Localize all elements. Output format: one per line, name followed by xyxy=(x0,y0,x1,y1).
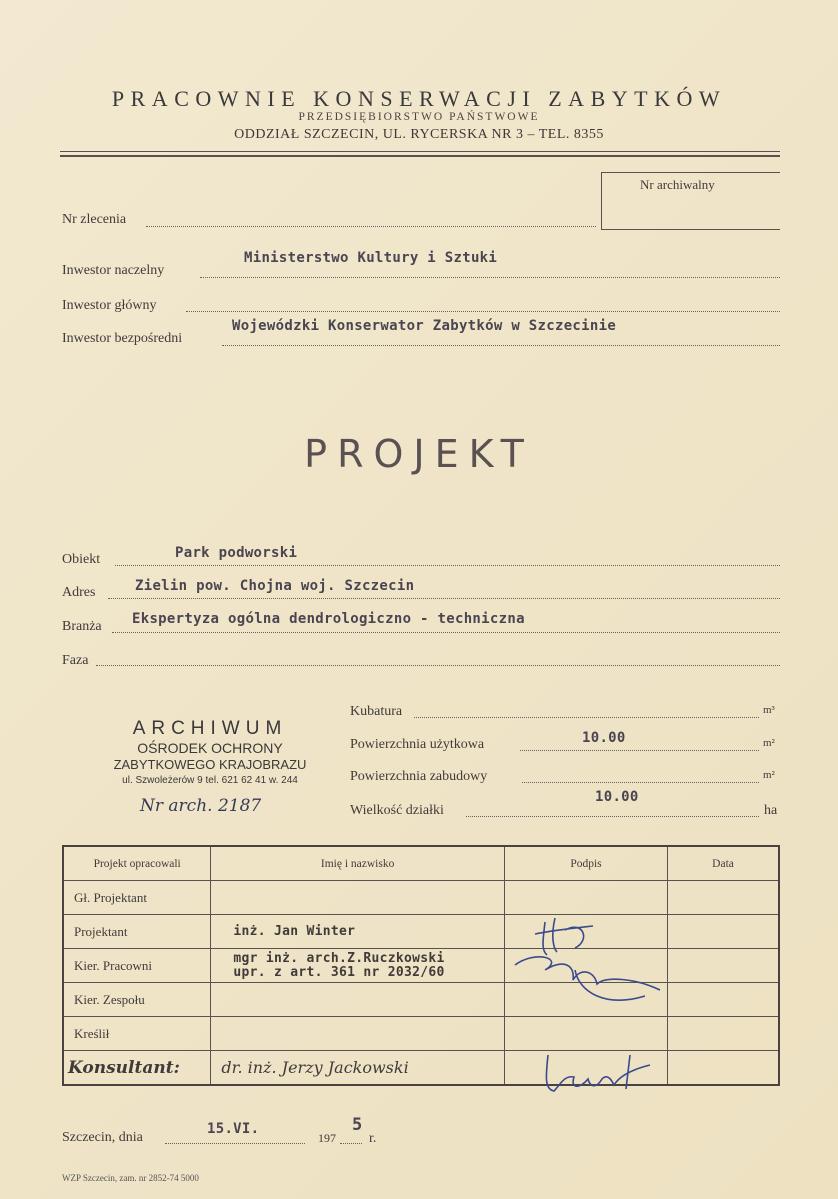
branch-value: Ekspertyza ogólna dendrologiczno - techniczna xyxy=(132,611,525,627)
investor-main-line xyxy=(186,311,780,312)
built-area-unit: m² xyxy=(763,769,775,781)
plot-size-unit: ha xyxy=(764,803,778,818)
investor-chief-value: Ministerstwo Kultury i Sztuki xyxy=(244,250,498,266)
date-cell xyxy=(668,1017,779,1051)
name-cell: dr. inż. Jerzy Jackowski xyxy=(211,1051,505,1086)
date-cell xyxy=(668,983,779,1017)
date-line xyxy=(165,1143,305,1144)
page-title: PROJEKT xyxy=(304,432,534,476)
address-label: Adres xyxy=(62,585,96,600)
name-cell xyxy=(211,949,505,983)
stamp-line-3: ZABYTKOWEGO KRAJOBRAZU xyxy=(113,757,307,772)
name-cell xyxy=(211,881,505,915)
object-label: Obiekt xyxy=(62,552,101,567)
col-header-signature: Podpis xyxy=(504,846,667,881)
role-cell: Projektant xyxy=(63,915,211,949)
org-name: PRACOWNIE KONSERWACJI ZABYTKÓW xyxy=(111,86,727,111)
org-branch: ODDZIAŁ SZCZECIN, UL. RYCERSKA NR 3 – TEL. 8355 xyxy=(234,127,604,142)
name-cell: inż. Jan Winter xyxy=(211,915,505,949)
role-cell: Gł. Projektant xyxy=(63,881,211,915)
org-type: PRZEDSIĘBIORSTWO PAŃSTWOWE xyxy=(298,111,540,123)
phase-line xyxy=(96,665,780,666)
date-cell xyxy=(668,915,779,949)
usable-area-label: Powierzchnia użytkowa xyxy=(350,737,485,752)
year-prefix: 197 xyxy=(318,1131,336,1145)
col-header-name: Imię i nazwisko xyxy=(211,846,505,881)
usable-area-unit: m² xyxy=(763,737,775,749)
investor-direct-value: Wojewódzki Konserwator Zabytków w Szczecinie xyxy=(232,318,617,334)
built-area-label: Powierzchnia zabudowy xyxy=(350,769,488,784)
year-line xyxy=(340,1143,362,1144)
col-header-role: Projekt opracowali xyxy=(63,846,211,881)
archive-number-label: Nr archiwalny xyxy=(640,177,715,192)
consultant-signature-drawing xyxy=(530,1045,660,1100)
branch-label: Branża xyxy=(62,619,102,634)
role-cell: Kier. Pracowni xyxy=(63,949,211,983)
stamp-line-2: OŚRODEK OCHRONY xyxy=(137,740,283,756)
role-cell: Kreślił xyxy=(63,1017,211,1051)
investor-direct-line xyxy=(222,345,780,346)
object-line xyxy=(115,565,780,566)
usable-area-line xyxy=(520,750,759,751)
plot-size-label: Wielkość działki xyxy=(350,803,444,818)
cubature-label: Kubatura xyxy=(350,704,403,719)
address-value: Zielin pow. Chojna woj. Szczecin xyxy=(135,578,415,594)
investor-main-label: Inwestor główny xyxy=(62,298,157,313)
phase-label: Faza xyxy=(62,653,89,668)
plot-size-value: 10.00 xyxy=(595,789,639,805)
name-cell xyxy=(211,983,505,1017)
role-cell: Kier. Zespołu xyxy=(63,983,211,1017)
date-value: 15.VI. xyxy=(207,1121,260,1137)
name-line-1: mgr inż. arch.Z.Ruczkowski xyxy=(233,950,445,966)
object-value: Park podworski xyxy=(175,545,298,561)
date-cell xyxy=(668,949,779,983)
name-cell xyxy=(211,1017,505,1051)
header-rule-2 xyxy=(60,155,780,157)
investor-chief-line xyxy=(200,277,780,278)
date-cell xyxy=(668,881,779,915)
branch-line xyxy=(112,632,780,633)
investor-chief-label: Inwestor naczelny xyxy=(62,263,165,278)
header-rule-1 xyxy=(60,151,780,152)
cubature-unit: m³ xyxy=(763,704,775,716)
built-area-line xyxy=(522,782,759,783)
signatures-drawing xyxy=(505,900,675,1010)
table-row xyxy=(63,1017,779,1051)
stamp-line-4: ul. Szwoleżerów 9 tel. 621 62 41 w. 244 xyxy=(122,775,298,786)
year-suffix: r. xyxy=(369,1131,377,1146)
printer-imprint: WZP Szczecin, zam. nr 2852-74 5000 xyxy=(62,1173,199,1183)
table-row xyxy=(63,1051,779,1086)
name-line-2: upr. z art. 361 nr 2032/60 xyxy=(233,964,445,980)
usable-area-value: 10.00 xyxy=(582,730,626,746)
plot-size-line xyxy=(466,816,759,817)
table-header-row xyxy=(63,846,779,881)
date-cell xyxy=(668,1051,779,1086)
city-date-label: Szczecin, dnia xyxy=(62,1130,143,1145)
investor-direct-label: Inwestor bezpośredni xyxy=(62,331,183,346)
year-digit: 5 xyxy=(352,1115,363,1135)
address-line xyxy=(108,598,780,599)
handwritten-archive-number: Nr arch. 2187 xyxy=(140,796,262,816)
cubature-line xyxy=(414,717,759,718)
order-number-label: Nr zlecenia xyxy=(62,212,127,227)
stamp-archive: ARCHIWUM xyxy=(132,718,288,739)
col-header-date: Data xyxy=(668,846,779,881)
role-cell: Konsultant: xyxy=(63,1051,211,1086)
order-number-line xyxy=(146,226,596,227)
